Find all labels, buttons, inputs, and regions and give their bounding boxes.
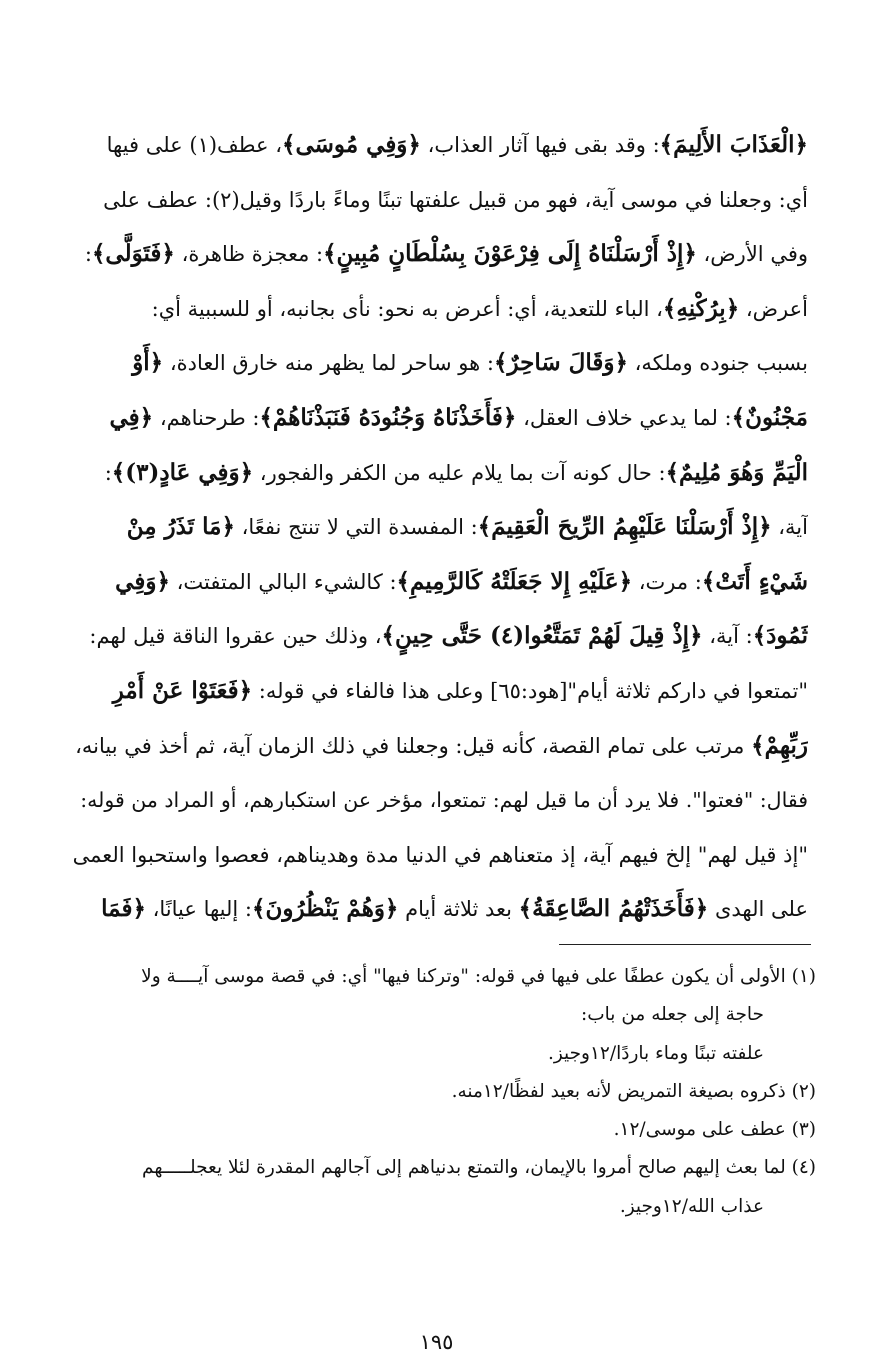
quran-verse: ﴿وَفِي	[115, 567, 170, 595]
footnotes	[68, 958, 816, 1226]
quran-verse: ﴿إِذْ قِيلَ لَهُمْ تَمَتَّعُوا(٤) حَتَّى حِينٍ﴾	[381, 622, 703, 650]
text-line	[68, 391, 808, 446]
commentary-text: : مرت،	[632, 569, 702, 594]
quran-verse: ﴿بِرُكْنِهِ﴾	[662, 294, 740, 322]
commentary-text: وفي الأرض،	[696, 242, 808, 267]
quran-verse: ثَمُودَ﴾	[752, 622, 808, 650]
text-line	[68, 609, 808, 664]
commentary-text: : المفسدة التي لا تنتج نفعًا،	[234, 515, 478, 540]
text-line	[68, 664, 808, 719]
commentary-text: :	[104, 460, 112, 485]
footnote-line: (٢) ذكروه بصيغة التمريض لأنه بعيد لفظًا/١٢منه.	[451, 1080, 816, 1102]
quran-verse: مَجْنُونٌ﴾	[731, 403, 808, 431]
commentary-text: مرتب على تمام القصة، كأنه قيل: وجعلنا في ذلك الزمان آية، ثم أخذ في بيانه،	[75, 733, 752, 758]
quran-verse: ﴿فِي	[109, 403, 154, 431]
text-line	[68, 555, 808, 610]
commentary-text: "تمتعوا في داركم ثلاثة أيام"[هود:٦٥] وعلى هذا فالفاء في قوله:	[252, 678, 808, 703]
commentary-text: : كالشيء البالي المتفتت،	[169, 569, 397, 594]
text-line	[68, 719, 808, 774]
quran-verse: ﴿أَوْ	[132, 349, 164, 377]
commentary-text: : حال كونه آت بما يلام عليه من الكفر والفجور،	[253, 460, 666, 485]
footnote-line: (١) الأولى أن يكون عطفًا على فيها في قوله: "وتركنا فيها" أي: في قصة موسى آيــــة ولا	[141, 966, 816, 987]
page-number: ١٩٥	[419, 1330, 454, 1354]
quran-verse: الْيَمِّ وَهُوَ مُلِيمٌ﴾	[665, 458, 808, 486]
footnote-line: عذاب الله/١٢وجيز.	[619, 1195, 764, 1217]
commentary-text: فقال: "فعتوا". فلا يرد أن ما قيل لهم: تمتعوا، مؤخر عن استكبارهم، أو المراد من قوله:	[80, 788, 808, 813]
commentary-text: : هو ساحر لما يظهر منه خارق العادة،	[163, 351, 494, 376]
commentary-text: : وقد بقى فيها آثار العذاب،	[420, 133, 660, 157]
commentary-text: أعرض،	[739, 296, 808, 321]
commentary-text: ، الباء للتعدية، أي: أعرض به نحو: نأى بجانبه، أو للسببية أي:	[151, 296, 663, 321]
commentary-text: : لما يدعي خلاف العقل،	[516, 405, 732, 430]
text-line	[68, 828, 808, 883]
commentary-text: بعد ثلاثة أيام	[398, 897, 519, 922]
text-line	[68, 118, 808, 173]
quran-verse: ﴿فَعَتَوْا عَنْ أَمْرِ	[112, 676, 253, 704]
main-text	[68, 118, 808, 937]
commentary-text: ، عطف(١) على فيها	[106, 133, 283, 157]
quran-verse: ﴿إِذْ أَرْسَلْنَا عَلَيْهِمُ الرِّيحَ الْعَقِيمَ﴾	[477, 513, 772, 541]
quran-verse: ﴿وَفِي عَادٍ(٣)﴾	[111, 458, 254, 486]
commentary-text: أي: وجعلنا في موسى آية، فهو من قبيل علفتها تبنًا وماءً باردًا وقيل(٢): عطف على	[103, 187, 808, 212]
quran-verse: ﴿وَقَالَ سَاحِرٌ﴾	[493, 349, 628, 377]
quran-verse: ﴿فَأَخَذْنَاهُ وَجُنُودَهُ فَنَبَذْنَاهُمْ﴾	[259, 403, 517, 431]
quran-verse: ﴿فَتَوَلَّى﴾	[91, 240, 175, 268]
quran-verse: ﴿وَفِي مُوسَى﴾	[282, 131, 421, 158]
commentary-text: : معجزة ظاهرة،	[174, 242, 324, 267]
text-line	[68, 336, 808, 391]
commentary-text: : إليها عيانًا،	[145, 897, 252, 922]
text-line	[68, 500, 808, 555]
commentary-text: آية،	[771, 515, 808, 540]
quran-verse: ﴿وَهُمْ يَنْظُرُونَ﴾	[252, 895, 399, 923]
commentary-text: : طرحناهم،	[153, 405, 260, 430]
commentary-text: : آية،	[702, 624, 753, 649]
quran-verse: ﴿إِذْ أَرْسَلْنَاهُ إِلَى فِرْعَوْنَ بِسُلْطَانٍ مُبِينٍ﴾	[323, 240, 697, 268]
quran-verse: ﴿فَمَا	[101, 895, 146, 923]
footnote-line: حاجة إلى جعله من باب:	[581, 1004, 764, 1026]
commentary-text: ، وذلك حين عقروا الناقة قيل لهم:	[89, 624, 382, 649]
text-line	[68, 773, 808, 828]
footnote-line: علفته تبنًا وماء باردًا/١٢وجيز.	[547, 1042, 764, 1064]
text-line	[68, 882, 808, 937]
quran-verse: ﴿عَلَيْهِ إِلا جَعَلَتْهُ كَالرَّمِيمِ﴾	[396, 567, 633, 595]
text-line	[68, 227, 808, 282]
commentary-text: :	[84, 242, 92, 267]
text-line	[68, 173, 808, 228]
quran-verse: ﴿الْعَذَابَ الأَلِيمَ﴾	[659, 131, 808, 158]
quran-verse: ﴿فَأَخَذَتْهُمُ الصَّاعِقَةُ﴾	[518, 895, 709, 923]
commentary-text: بسبب جنوده وملكه،	[627, 351, 808, 376]
footnote-separator	[559, 944, 811, 945]
quran-verse: شَيْءٍ أَتَتْ﴾	[701, 567, 808, 595]
text-line	[68, 282, 808, 337]
footnote-line: (٣) عطف على موسى/١٢.	[613, 1119, 816, 1141]
quran-verse: رَبِّهِمْ﴾	[751, 731, 808, 759]
quran-verse: ﴿مَا تَذَرُ مِنْ	[126, 513, 235, 541]
commentary-text: "إذ قيل لهم" إلخ فيهم آية، إذ متعناهم في الدنيا مدة وهديناهم، فعصوا واستحبوا العمى	[72, 842, 808, 867]
commentary-text: على الهدى	[708, 897, 808, 922]
text-line	[68, 446, 808, 501]
footnote-line: (٤) لما بعث إليهم صالح أمروا بالإيمان، والتمتع بدنياهم إلى آجالهم المقدرة لئلا يعجلـــــهم	[142, 1157, 816, 1179]
